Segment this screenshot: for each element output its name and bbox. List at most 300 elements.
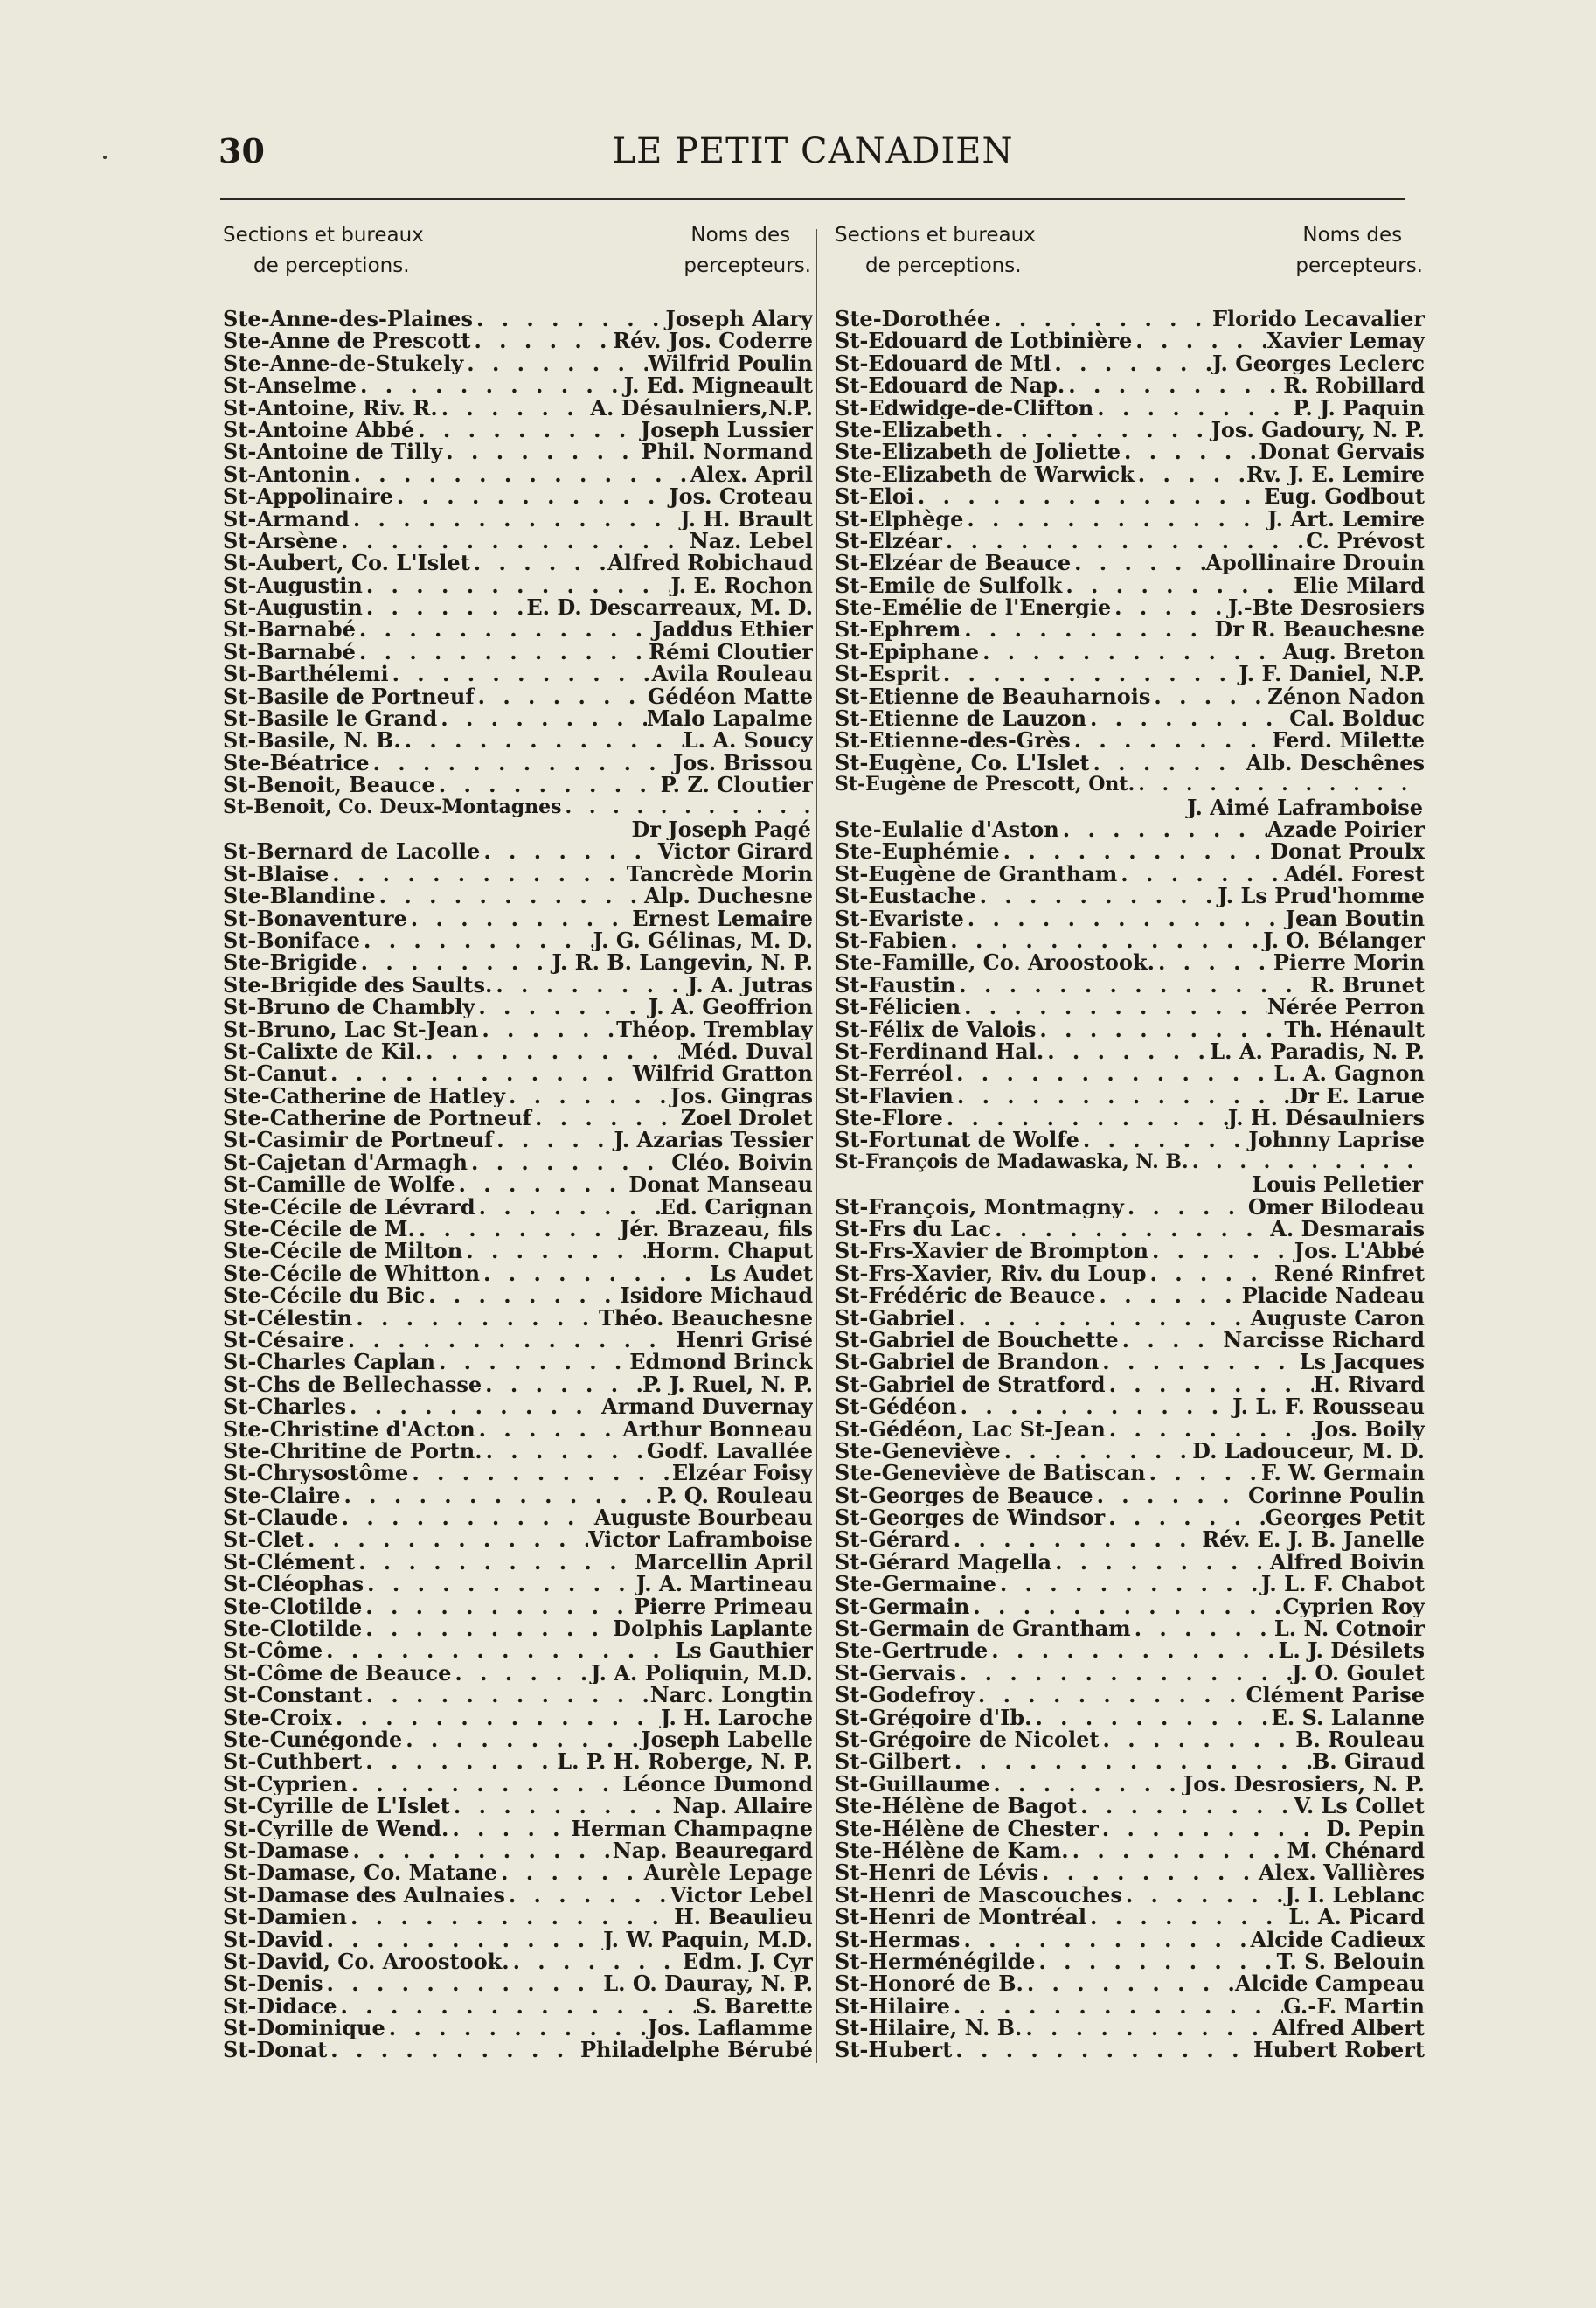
collector-name: Apollinaire Drouin xyxy=(1205,552,1425,574)
section-name: St-Elzéar de Beauce xyxy=(835,552,1072,574)
leader-dots xyxy=(1035,1950,1276,1972)
section-name: Ste-Cunégonde xyxy=(223,1728,403,1751)
collector-name: Jér. Brazeau, fils xyxy=(620,1218,813,1241)
leader-dots xyxy=(362,1617,613,1639)
list-item xyxy=(223,330,813,351)
list-item xyxy=(223,863,813,885)
running-title: LE PETIT CANADIEN xyxy=(612,131,1014,171)
leader-dots xyxy=(414,419,641,441)
collector-name: Jos. Gingras xyxy=(670,1084,813,1108)
section-name: Ste-Anne de Prescott xyxy=(223,330,471,352)
list-item xyxy=(835,1484,1425,1506)
section-name: St-François, Montmagny xyxy=(835,1195,1124,1219)
section-name: St-David xyxy=(223,1928,323,1950)
section-name: St-Eugène de Prescott, Ont. xyxy=(835,774,1135,796)
leader-dots xyxy=(943,1107,1228,1129)
list-item xyxy=(223,618,813,640)
leader-dots xyxy=(362,1750,557,1772)
list-item xyxy=(223,1595,813,1617)
leader-dots xyxy=(1096,1284,1242,1306)
collector-name: J.-Bte Desrosiers xyxy=(1227,596,1425,619)
list-item xyxy=(223,1484,813,1506)
collector-name: Omer Bilodeau xyxy=(1247,1195,1425,1219)
list-item xyxy=(223,2017,813,2039)
section-name: St-Hilaire, N. B. xyxy=(835,2017,1023,2040)
section-name: St-Gabriel xyxy=(835,1306,955,1329)
leader-dots xyxy=(1001,1440,1192,1462)
list-item xyxy=(223,1707,813,1728)
leader-dots xyxy=(468,1151,671,1173)
list-item xyxy=(835,1062,1425,1084)
list-item xyxy=(835,818,1425,840)
leader-dots xyxy=(1122,1884,1285,1906)
collector-name: J. Georges Leclerc xyxy=(1212,351,1425,375)
list-item xyxy=(835,1240,1425,1262)
section-name: St-Chrysostôme xyxy=(223,1462,409,1484)
list-item xyxy=(835,552,1425,574)
collector-name: E. D. Descarreaux, M. D. xyxy=(526,596,813,619)
leader-dots xyxy=(357,374,624,396)
leader-dots xyxy=(1024,1972,1235,1994)
leader-dots xyxy=(337,1995,696,2017)
list-item xyxy=(835,1884,1425,1906)
leader-dots xyxy=(961,618,1214,640)
section-name: St-Antoine Abbé xyxy=(223,418,415,441)
collector-name: J. A. Poliquin, M.D. xyxy=(591,1661,813,1685)
section-name: St-Damase, Co. Matane xyxy=(223,1861,498,1884)
leader-dots xyxy=(1071,729,1273,751)
leader-dots xyxy=(482,1373,642,1395)
list-item xyxy=(223,1262,813,1284)
collector-name: Jos. L'Abbé xyxy=(1294,1240,1425,1262)
leader-dots xyxy=(407,907,632,929)
collector-name: Rv. J. E. Lemire xyxy=(1246,462,1425,486)
list-item xyxy=(223,508,813,530)
list-item xyxy=(835,1639,1425,1661)
list-item xyxy=(223,1818,813,1839)
list-item xyxy=(223,1351,813,1373)
leader-dots xyxy=(362,1595,634,1617)
page-header xyxy=(219,131,1407,184)
leader-dots xyxy=(953,1062,1273,1084)
leader-dots xyxy=(473,308,665,330)
list-item xyxy=(835,1373,1425,1395)
leader-dots xyxy=(1131,1617,1274,1639)
names-heading xyxy=(684,220,811,282)
leader-dots xyxy=(952,2039,1253,2061)
list-item xyxy=(223,1795,813,1817)
leader-dots xyxy=(1099,1351,1299,1373)
collector-name: C. Prévost xyxy=(1306,529,1425,553)
section-name: St-Chs de Bellechasse xyxy=(223,1373,482,1396)
section-name: St-Barthélemi xyxy=(223,663,389,685)
leader-dots xyxy=(1089,752,1246,774)
collector-name: Rév. Jos. Coderre xyxy=(613,330,813,352)
collector-name: L. A. Paradis, N. P. xyxy=(1210,1039,1425,1063)
leader-dots xyxy=(969,1595,1282,1617)
section-name: St-Henri de Mascouches xyxy=(835,1883,1122,1907)
page-number: 30 xyxy=(219,131,265,170)
collector-name: D. Ladouceur, M. D. xyxy=(1192,1439,1425,1463)
leader-dots xyxy=(957,1395,1233,1417)
section-name: St-Honoré de B. xyxy=(835,1972,1024,1995)
list-item xyxy=(835,1440,1425,1462)
collector-name: Florido Lecavalier xyxy=(1211,308,1425,330)
leader-dots xyxy=(350,463,690,485)
section-name: St-Gédéon, Lac St-Jean xyxy=(835,1417,1106,1440)
right-column xyxy=(835,220,1425,2061)
leader-dots xyxy=(323,1639,675,1661)
leader-dots xyxy=(455,1173,629,1195)
collector-name: J. L. F. Rousseau xyxy=(1232,1395,1425,1418)
leader-dots xyxy=(346,1395,601,1417)
list-item xyxy=(223,485,813,507)
list-item xyxy=(835,1329,1425,1351)
collector-name: J. F. Daniel, N.P. xyxy=(1239,663,1425,685)
list-item xyxy=(835,441,1425,462)
collector-name: Georges Petit xyxy=(1265,1506,1425,1529)
collector-name: Alex. April xyxy=(690,462,813,486)
leader-dots xyxy=(425,1284,620,1306)
list-item xyxy=(223,1506,813,1528)
collector-name: René Rinfret xyxy=(1273,1262,1425,1285)
leader-dots xyxy=(950,1995,1283,2017)
collector-name: B. Rouleau xyxy=(1295,1728,1425,1751)
leader-dots xyxy=(369,752,672,774)
leader-dots xyxy=(1119,1329,1224,1351)
list-item xyxy=(835,574,1425,596)
list-item xyxy=(223,685,813,707)
collector-name: Clément Parise xyxy=(1246,1684,1425,1707)
collector-name: J. Aimé Laframboise xyxy=(1187,796,1423,818)
section-name: Ste-Geneviève xyxy=(835,1439,1001,1463)
collector-name: Horm. Chaput xyxy=(646,1240,813,1262)
collector-name: R. Brunet xyxy=(1310,973,1425,997)
list-item xyxy=(835,1595,1425,1617)
leader-dots xyxy=(955,974,1310,996)
leader-dots xyxy=(914,485,1264,507)
leader-dots xyxy=(1189,1151,1425,1173)
list-item xyxy=(223,1929,813,1950)
leader-dots xyxy=(323,1929,604,1950)
list-item xyxy=(835,1284,1425,1306)
collector-name: Naz. Lebel xyxy=(689,529,813,553)
section-name: St-Antonin xyxy=(223,462,350,486)
list-item xyxy=(223,1173,813,1195)
list-item xyxy=(835,707,1425,729)
section-name: Ste-Brigide xyxy=(223,951,357,974)
leader-dots xyxy=(960,1929,1250,1950)
leader-dots xyxy=(480,840,657,862)
list-item xyxy=(835,330,1425,351)
collector-name: Corinne Poulin xyxy=(1248,1484,1425,1507)
list-item xyxy=(223,1662,813,1684)
list-item xyxy=(223,1639,813,1661)
section-name: Ste-Clotilde xyxy=(223,1617,363,1640)
list-item xyxy=(223,441,813,462)
list-item xyxy=(835,485,1425,507)
list-item xyxy=(223,1240,813,1262)
list-item xyxy=(835,596,1425,618)
section-name: St-Canut xyxy=(223,1062,328,1085)
list-item xyxy=(223,729,813,751)
list-item xyxy=(835,508,1425,530)
section-name: St-Claude xyxy=(223,1506,338,1529)
collector-name: J. H. Brault xyxy=(680,507,813,530)
section-name: Ste-Anne-de-Stukely xyxy=(223,351,464,375)
list-item xyxy=(835,1018,1425,1040)
leader-dots xyxy=(1059,818,1267,840)
collector-name: Zoel Drolet xyxy=(680,1107,813,1130)
leader-dots xyxy=(475,685,648,707)
collector-name: Godf. Lavallée xyxy=(646,1439,813,1463)
leader-dots xyxy=(505,1884,670,1906)
section-name: Ste-Famille, Co. Aroostook. xyxy=(835,951,1155,974)
leader-dots xyxy=(954,1085,1290,1107)
list-item xyxy=(223,1373,813,1395)
leader-dots xyxy=(450,1795,673,1817)
collector-name: Ernest Lemaire xyxy=(632,907,813,929)
right-entry-list xyxy=(835,308,1425,2061)
section-name: Ste-Croix xyxy=(223,1706,332,1728)
leader-dots xyxy=(531,1107,681,1129)
leader-dots xyxy=(478,1018,616,1040)
section-name: St-Flavien xyxy=(835,1084,954,1108)
collector-name: Philadelphe Bérubé xyxy=(579,2039,813,2061)
section-name: Ste-Catherine de Hatley xyxy=(223,1084,505,1108)
list-item xyxy=(835,863,1425,885)
list-item xyxy=(223,1972,813,1994)
right-column-header xyxy=(835,220,1425,308)
collector-name: Ls Jacques xyxy=(1299,1351,1425,1373)
list-item xyxy=(835,641,1425,663)
collector-name: Hubert Robert xyxy=(1253,2039,1425,2061)
section-name: St-Bonaventure xyxy=(223,907,407,929)
leader-dots xyxy=(348,1773,623,1795)
collector-name: J. A. Martineau xyxy=(635,1573,813,1595)
section-name: St-Frs-Xavier de Brompton xyxy=(835,1240,1148,1262)
section-name: St-Constant xyxy=(223,1684,363,1707)
leader-dots xyxy=(493,1129,614,1151)
collector-name: P. Q. Rouleau xyxy=(657,1484,813,1507)
list-item xyxy=(835,1085,1425,1107)
leader-dots xyxy=(451,1662,591,1684)
leader-dots xyxy=(363,574,670,596)
section-name: Ste-Flore xyxy=(835,1107,943,1130)
leader-dots xyxy=(442,441,641,462)
section-name: Ste-Cécile du Bic xyxy=(223,1284,426,1307)
leader-dots xyxy=(1086,1906,1288,1928)
leader-dots xyxy=(1135,463,1246,485)
collector-name: Alfred Albert xyxy=(1272,2017,1425,2040)
leader-dots xyxy=(323,1972,604,1994)
section-name: St-Elphège xyxy=(835,507,964,530)
section-name: St-Gabriel de Brandon xyxy=(835,1351,1100,1373)
collector-name: D. Pepin xyxy=(1326,1817,1425,1839)
names-heading-line2: percepteurs. xyxy=(684,254,811,277)
collector-name: Dr Joseph Pagé xyxy=(631,817,811,841)
list-item xyxy=(835,929,1425,951)
leader-dots xyxy=(1036,1018,1284,1040)
leader-dots xyxy=(304,1528,588,1550)
section-name: St-Gérard Magella xyxy=(835,1550,1052,1574)
list-item xyxy=(223,641,813,663)
list-item xyxy=(835,1818,1425,1839)
leader-dots xyxy=(1100,1728,1296,1750)
section-name: Ste-Eulalie d'Aston xyxy=(835,817,1059,841)
section-name: St-Gilbert xyxy=(835,1750,951,1773)
section-name: St-Grégoire d'Ib. xyxy=(835,1706,1032,1728)
names-heading-line1: Noms des xyxy=(690,224,791,247)
section-name: St-Edouard de Nap. xyxy=(835,374,1065,397)
section-name: St-Ephrem xyxy=(835,618,961,641)
leader-dots xyxy=(1031,1707,1271,1728)
collector-name: Malo Lapalme xyxy=(646,707,813,730)
collector-name: Théop. Tremblay xyxy=(616,1018,813,1040)
sections-heading-line1: Sections et bureaux xyxy=(223,224,424,247)
list-item xyxy=(835,1573,1425,1595)
section-name: St-Germain de Grantham xyxy=(835,1617,1131,1640)
section-name: St-Antoine de Tilly xyxy=(223,441,443,463)
collector-name: Pierre Primeau xyxy=(634,1595,813,1618)
section-name: St-Clet xyxy=(223,1528,304,1551)
collector-name: Nap. Beauregard xyxy=(612,1839,813,1862)
section-name: Ste-Elizabeth de Joliette xyxy=(835,441,1121,463)
list-item xyxy=(223,1085,813,1107)
collector-name: J. Art. Lemire xyxy=(1267,507,1425,530)
page-speck xyxy=(103,156,107,159)
leader-dots xyxy=(356,641,649,663)
collector-name: P. J. Paquin xyxy=(1293,396,1425,419)
section-name: St-Félix de Valois xyxy=(835,1018,1037,1040)
section-name: Ste-Euphémie xyxy=(835,840,1000,863)
leader-dots xyxy=(492,974,688,996)
section-name: St-Gervais xyxy=(835,1661,956,1685)
leader-dots xyxy=(1038,1861,1259,1883)
leader-dots xyxy=(1069,1839,1287,1861)
list-item xyxy=(835,1462,1425,1484)
leader-dots xyxy=(1106,1418,1315,1440)
collector-name: J. W. Paquin, M.D. xyxy=(603,1928,813,1950)
list-item xyxy=(835,1662,1425,1684)
leader-dots xyxy=(357,951,552,973)
section-name: Ste-Chritine de Portn. xyxy=(223,1439,482,1463)
section-name: St-Eloi xyxy=(835,485,914,508)
list-item xyxy=(835,1262,1425,1284)
leader-dots xyxy=(363,596,527,618)
leader-dots xyxy=(988,1639,1278,1661)
leader-dots xyxy=(990,308,1212,330)
section-name: St-Georges de Windsor xyxy=(835,1506,1106,1529)
leader-dots xyxy=(470,552,607,574)
collector-name: J. O. Goulet xyxy=(1292,1661,1425,1685)
collector-name: Armand Duvernay xyxy=(601,1395,813,1418)
section-name: St-Augustin xyxy=(223,596,363,619)
collector-name: Narc. Longtin xyxy=(649,1684,813,1707)
section-name: St-Barnabé xyxy=(223,640,356,664)
collector-name: Avila Rouleau xyxy=(651,663,813,685)
list-item xyxy=(223,1151,813,1173)
collector-name: L. A. Picard xyxy=(1288,1906,1425,1929)
collector-name: Méd. Duval xyxy=(679,1039,813,1063)
list-item xyxy=(835,885,1425,907)
section-name: St-Damase des Aulnaies xyxy=(223,1883,505,1907)
leader-dots xyxy=(1071,552,1205,574)
leader-dots xyxy=(438,397,591,419)
leader-dots xyxy=(1148,1240,1294,1262)
section-name: Ste-Claire xyxy=(223,1484,341,1507)
list-item xyxy=(835,530,1425,552)
collector-name: Tancrède Morin xyxy=(626,862,813,886)
list-item xyxy=(223,840,813,862)
collector-name: Victor Lebel xyxy=(670,1883,813,1907)
collector-name: J. G. Gélinas, M. D. xyxy=(593,928,813,952)
leader-dots xyxy=(1000,840,1270,862)
list-item xyxy=(835,1551,1425,1573)
collector-name: Ed. Carignan xyxy=(659,1195,813,1219)
leader-dots xyxy=(950,1528,1202,1550)
header-rule xyxy=(220,198,1405,200)
collector-name: Jos. Desrosiers, N. P. xyxy=(1183,1772,1425,1796)
leader-dots xyxy=(1117,863,1284,885)
section-name: St-Grégoire de Nicolet xyxy=(835,1728,1100,1751)
list-item xyxy=(835,1218,1425,1240)
list-item xyxy=(223,1906,813,1928)
leader-dots xyxy=(979,641,1283,663)
section-name: Ste-Cécile de Milton xyxy=(223,1240,463,1262)
list-item xyxy=(223,352,813,374)
collector-name: J. Ed. Migneault xyxy=(623,374,813,397)
leader-dots xyxy=(340,1484,657,1506)
sections-heading-line1: Sections et bureaux xyxy=(835,224,1036,247)
section-name: St-Basile de Portneuf xyxy=(223,685,475,708)
collector-name: Narcisse Richard xyxy=(1223,1328,1425,1352)
column-divider xyxy=(816,229,817,2063)
section-name: St-Elzéar xyxy=(835,529,942,553)
collector-name: Alfred Boivin xyxy=(1269,1550,1425,1574)
collector-name: Alp. Duchesne xyxy=(643,885,813,907)
collector-name: J. A. Jutras xyxy=(687,973,813,997)
list-item xyxy=(223,1218,813,1240)
list-item xyxy=(223,996,813,1018)
leader-dots xyxy=(1077,1795,1294,1817)
section-name: St-Etienne de Lauzon xyxy=(835,707,1087,730)
leader-dots xyxy=(480,1262,710,1284)
left-entry-list xyxy=(223,308,813,2061)
section-name: St-Cuthbert xyxy=(223,1750,363,1773)
list-item xyxy=(223,1551,813,1573)
list-item xyxy=(223,1129,813,1151)
collector-name: Victor Laframboise xyxy=(587,1528,813,1551)
leader-dots xyxy=(1062,574,1294,596)
leader-dots xyxy=(992,419,1211,441)
list-item xyxy=(835,2017,1425,2039)
leader-dots xyxy=(1099,1818,1327,1839)
section-name: St-David, Co. Aroostook. xyxy=(223,1950,510,1973)
collector-name: S. Barette xyxy=(695,1994,813,2018)
leader-dots xyxy=(462,1240,646,1262)
leader-dots xyxy=(475,996,648,1018)
collector-name: Cal. Bolduc xyxy=(1289,707,1425,730)
leader-dots xyxy=(470,330,613,351)
section-name: St-Donat xyxy=(223,2039,328,2061)
collector-name: Alcide Cadieux xyxy=(1250,1928,1425,1950)
collector-name: J. H. Désaulniers xyxy=(1227,1107,1425,1130)
leader-dots xyxy=(376,885,644,907)
collector-name: Elie Milard xyxy=(1294,574,1425,597)
list-item xyxy=(835,1795,1425,1817)
leader-dots xyxy=(356,618,652,640)
